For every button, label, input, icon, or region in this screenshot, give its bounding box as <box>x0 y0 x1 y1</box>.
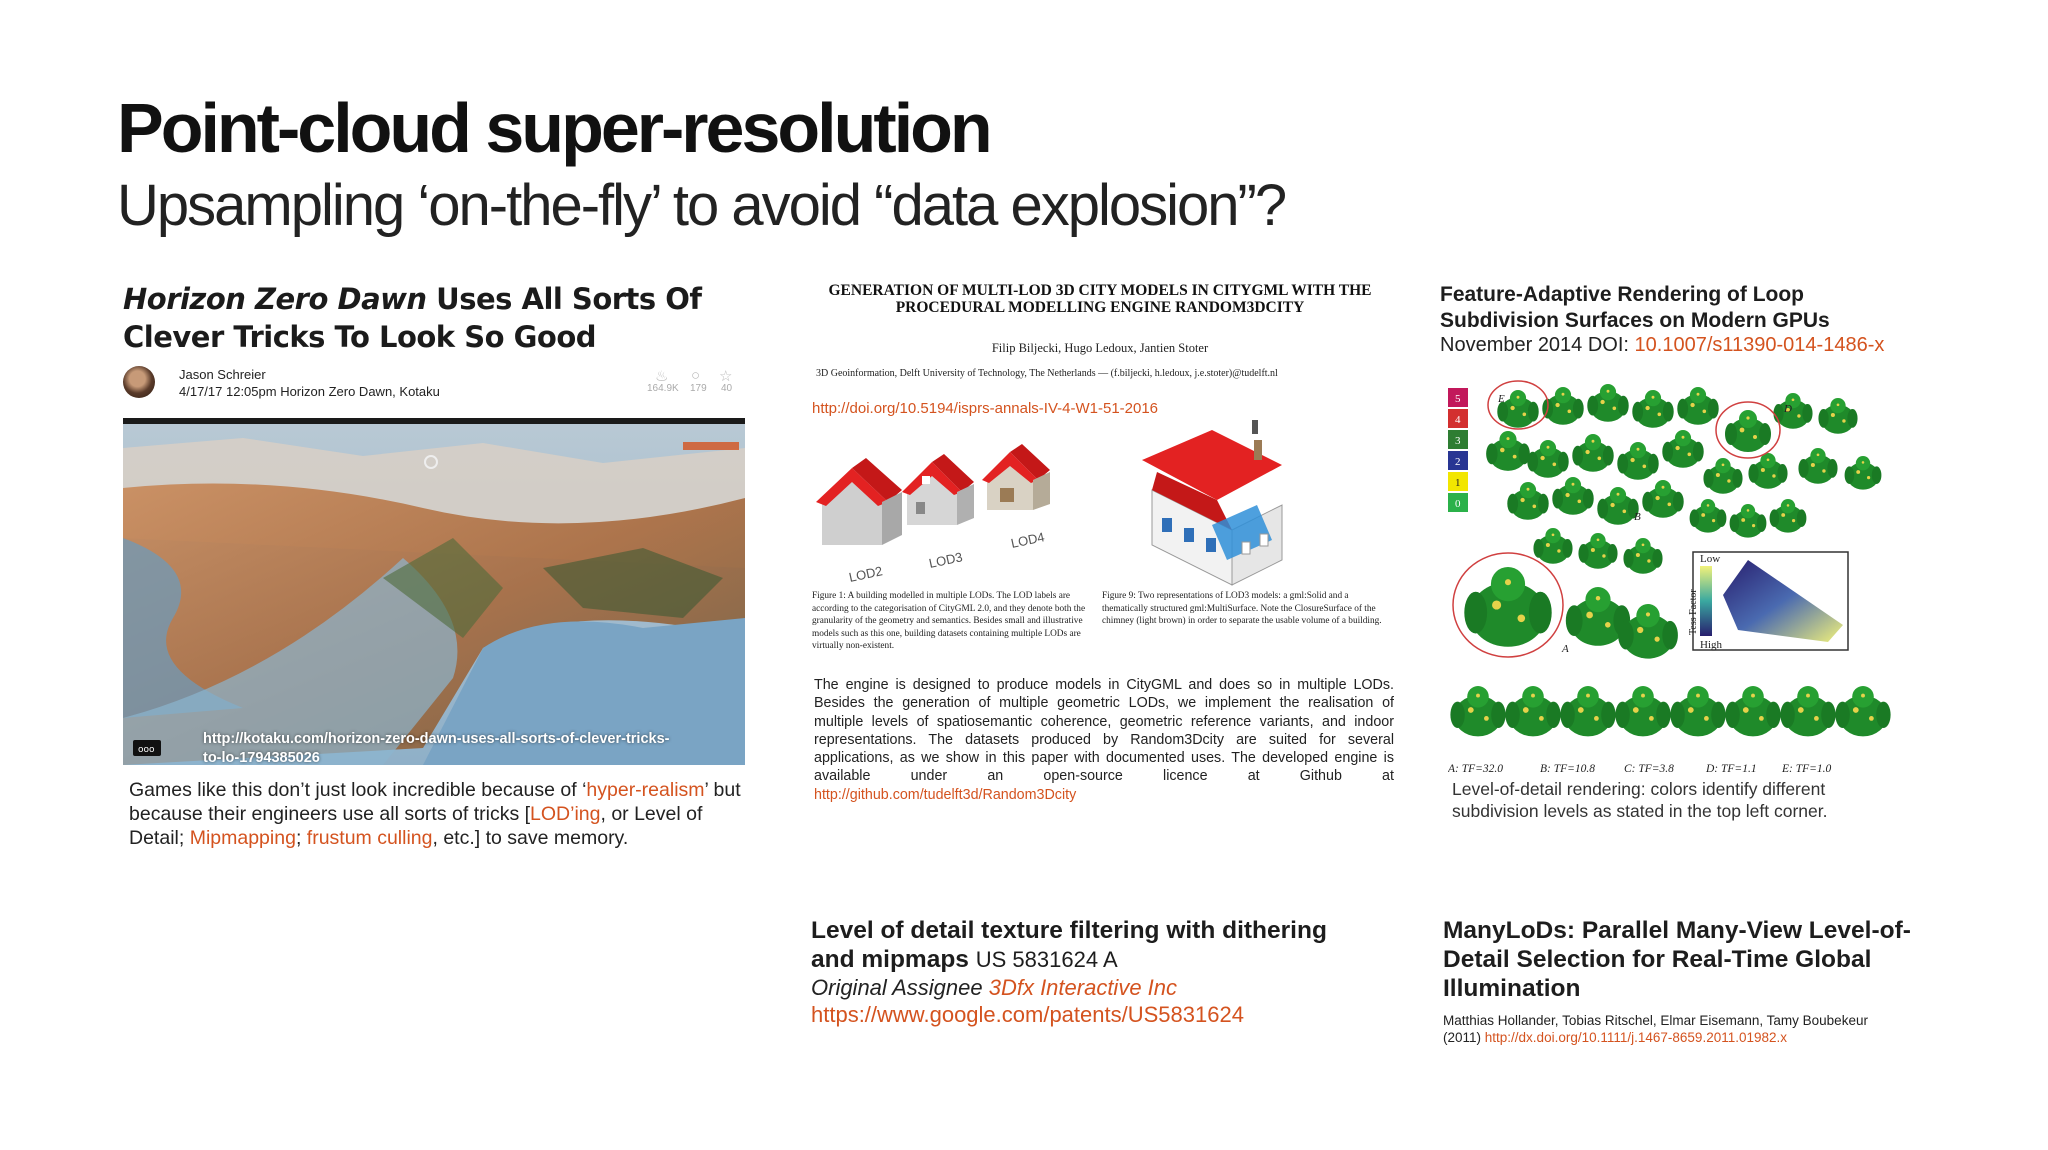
slide-subtitle: Upsampling ‘on-the-fly’ to avoid “data explosion”? <box>117 173 1286 238</box>
lod2-label: LOD2 <box>847 563 884 585</box>
creature-21 <box>1690 499 1727 533</box>
game-screenshot <box>123 418 745 765</box>
lod2-house <box>816 458 902 545</box>
patent-number: US 5831624 A <box>975 947 1118 972</box>
subdivision-figure <box>1448 380 1898 775</box>
article-headline <box>123 280 743 356</box>
caption-text-3: , or Level of Detail; <box>129 803 703 849</box>
stars-count: 40 <box>721 383 733 394</box>
author-avatar <box>123 366 155 398</box>
paper-authors: Filip Biljecki, Hugo Ledoux, Jantien Stoter <box>991 341 1209 355</box>
loop-doi-link[interactable]: 10.1007/s11390-014-1486-x <box>1634 334 1885 356</box>
paper-doi-link[interactable]: http://doi.org/10.5194/isprs-annals-IV-4-W1-51-2016 <box>812 400 1159 417</box>
legend-level-4: 4 <box>1455 414 1461 426</box>
loop-paper-title: Feature-Adaptive Rendering of Loop Subdivision Surfaces on Modern GPUs <box>1440 283 1830 332</box>
manylods-citation <box>1443 1029 1913 1046</box>
lod-houses-figure <box>812 420 1387 590</box>
loop-figure <box>1448 380 1898 775</box>
patent-assignee-line <box>811 974 1371 1001</box>
creature-13 <box>1703 458 1742 494</box>
point-label-a: A <box>1562 643 1569 655</box>
creature-8 <box>1486 431 1530 471</box>
tf-label-4: E: TF=1.0 <box>1782 763 1832 775</box>
caption-text-4: ; <box>295 827 307 849</box>
svg-text:ooo: ooo <box>138 745 155 755</box>
game-screenshot-image <box>123 418 745 765</box>
patent-title-block <box>811 916 1371 974</box>
legend-level-3: 3 <box>1455 435 1461 447</box>
assignee-link[interactable]: 3Dfx Interactive Inc <box>988 975 1178 1000</box>
point-label-d: D <box>1784 403 1792 415</box>
lod3-label: LOD3 <box>927 549 964 571</box>
assignee-label: Original Assignee <box>811 975 989 1000</box>
loop-paper-date <box>1440 334 1884 357</box>
creature-3 <box>1632 390 1673 428</box>
abstract-text: The engine is designed to produce models in CityGML and does so in multiple LODs. Besides the generation of multiple geometric LODs, we implement the realisation of multiple levels of spatiosemantic coherence, geometric reference variants, and indoor representations. The datasets produced by Random3Dcity are suited for several applications, as we show in this paper with documented uses. The developed engine is available under an open-source licence at Github at <box>814 677 1394 785</box>
creature-19 <box>1597 487 1638 525</box>
views-count: 164.9K <box>647 383 679 394</box>
tf-label-1: B: TF=10.8 <box>1540 763 1596 775</box>
manylods-doi-link[interactable]: http://dx.doi.org/10.1111/j.1467-8659.2011.01982.x <box>1484 1030 1788 1045</box>
article-byline <box>179 366 440 400</box>
legend-level-5: 5 <box>1455 393 1461 405</box>
date-text: November 2014 DOI: <box>1440 334 1635 356</box>
creature-25 <box>1578 533 1617 569</box>
row-creature-0 <box>1450 686 1505 736</box>
lod4-house <box>982 444 1050 510</box>
manylods-reference <box>1443 916 1913 1046</box>
comments-count: 179 <box>690 383 707 394</box>
tess-factor-inset <box>1688 552 1848 651</box>
paper-abstract <box>814 676 1394 804</box>
frustum-culling-link[interactable]: frustum culling <box>306 827 433 849</box>
creature-7 <box>1818 398 1857 434</box>
caption-text-2: ’ but because their engineers use all sorts of tricks [ <box>129 779 741 825</box>
lod4-label: LOD4 <box>1009 529 1046 551</box>
row-creature-3 <box>1615 686 1670 736</box>
article-stats <box>647 367 747 399</box>
row-creature-5 <box>1725 686 1780 736</box>
point-label-b: B <box>1634 511 1641 523</box>
creature-5 <box>1725 410 1771 452</box>
tf-label-0: A: TF=32.0 <box>1448 763 1504 775</box>
row-creature-7 <box>1835 686 1890 736</box>
creature-9 <box>1527 440 1568 478</box>
row-creature-1 <box>1505 686 1560 736</box>
tf-labels <box>1448 763 1832 775</box>
paper-affiliation: 3D Geoinformation, Delft University of Technology, The Netherlands — (f.biljecki, h.ledoux, j.e.stoter)@tudelft.nl <box>816 368 1278 379</box>
legend-level-1: 1 <box>1455 477 1461 489</box>
figure-1-caption: Figure 1: A building modelled in multiple LODs. The LOD labels are according to the categorisation of CityGML 2.0, and they denote both the granularity of the geometry and semantics. Besides small and illustrative models such as this one, building datasets containing multiple LODs are virtually non-existent. <box>812 591 1086 651</box>
lod-link[interactable]: LOD’ing <box>530 803 601 825</box>
legend-level-2: 2 <box>1455 456 1461 468</box>
creature-11 <box>1617 442 1658 480</box>
loop-caption: Level-of-detail rendering: colors identify different subdivision levels as stated in the top left corner. <box>1452 779 1828 821</box>
tf-label-2: C: TF=3.8 <box>1624 763 1674 775</box>
creature-2 <box>1587 384 1628 422</box>
kotaku-caption <box>129 778 751 850</box>
figure-9-caption: Figure 9: Two representations of LOD3 models: a gml:Solid and a thematically structured gml:MultiSurface. Note the ClosureSurface of the chimney (light brown) in order to separate the usable volume of a building. <box>1102 591 1382 626</box>
slide-title: Point-cloud super-resolution <box>117 89 990 167</box>
point-label-e: E <box>1498 393 1505 405</box>
city-models-paper-card <box>800 270 1400 830</box>
paper-figures <box>812 420 1387 590</box>
creature-4 <box>1677 387 1718 425</box>
lod3-house <box>902 454 974 525</box>
row-creature-6 <box>1780 686 1835 736</box>
manylods-authors: Matthias Hollander, Tobias Ritschel, Elmar Eisemann, Tamy Boubekeur <box>1443 1013 1868 1028</box>
subdivision-level-legend <box>1448 388 1468 512</box>
legend-level-0: 0 <box>1455 498 1461 510</box>
mipmapping-link[interactable]: Mipmapping <box>189 827 296 849</box>
article-meta: 4/17/17 12:05pm Horizon Zero Dawn, Kotaku <box>179 384 440 399</box>
patent-url-link[interactable]: https://www.google.com/patents/US5831624 <box>811 1002 1244 1027</box>
star-icon: ☆ <box>719 368 733 385</box>
kotaku-article-card <box>117 270 757 870</box>
patent-title: Level of detail texture filtering with dithering and mipmaps <box>811 917 1327 973</box>
creature-14 <box>1748 453 1787 489</box>
creature-15 <box>1798 448 1837 484</box>
tess-low-label: Low <box>1700 553 1721 565</box>
paper-title: GENERATION OF MULTI-LOD 3D CITY MODELS IN CITYGML WITH THE PROCEDURAL MODELLING ENGINE RANDOM3DCITY <box>828 282 1372 316</box>
flame-icon: ♨ <box>655 368 669 385</box>
creature-10 <box>1572 434 1613 472</box>
creature-16 <box>1845 456 1882 490</box>
github-link[interactable]: http://github.com/tudelft3d/Random3Dcity <box>814 786 1077 803</box>
author-name: Jason Schreier <box>179 367 266 382</box>
caption-text-1: Games like this don’t just look incredible because of ‘ <box>129 779 587 801</box>
creature-23 <box>1770 499 1807 533</box>
creature-26 <box>1623 538 1662 574</box>
hyper-realism-link[interactable]: hyper-realism <box>586 779 705 801</box>
creature-17 <box>1507 482 1548 520</box>
manylods-title: ManyLoDs: Parallel Many-View Level-of-Detail Selection for Real-Time Global Illumination <box>1443 917 1911 1002</box>
creature-18 <box>1552 477 1593 515</box>
lod3-structured-building <box>1142 420 1282 585</box>
patent-reference <box>811 916 1371 1028</box>
screenshot-url[interactable]: http://kotaku.com/horizon-zero-dawn-uses-all-sorts-of-clever-tricks-to-lo-1794385026 <box>203 731 670 765</box>
creature-12 <box>1662 430 1703 468</box>
caption-text-5: , etc.] to save memory. <box>432 827 629 849</box>
row-creature-2 <box>1560 686 1615 736</box>
tf-label-3: D: TF=1.1 <box>1706 763 1757 775</box>
creature-27 <box>1464 567 1551 647</box>
creature-22 <box>1730 504 1767 538</box>
tess-axis-label: Tess Factor <box>1688 589 1699 635</box>
loop-subdivision-card <box>1440 270 1940 830</box>
creature-24 <box>1533 528 1572 564</box>
row-creature-4 <box>1670 686 1725 736</box>
creature-20 <box>1642 480 1683 518</box>
tess-high-label: High <box>1700 639 1722 651</box>
headline-game-title: Horizon Zero Dawn <box>123 282 427 316</box>
tf-row-creatures <box>1450 686 1890 736</box>
comment-icon: ○ <box>691 367 701 384</box>
manylods-year: (2011) <box>1443 1030 1485 1045</box>
headline-rest: Uses All Sorts Of Clever Tricks To Look So Good <box>123 282 702 354</box>
